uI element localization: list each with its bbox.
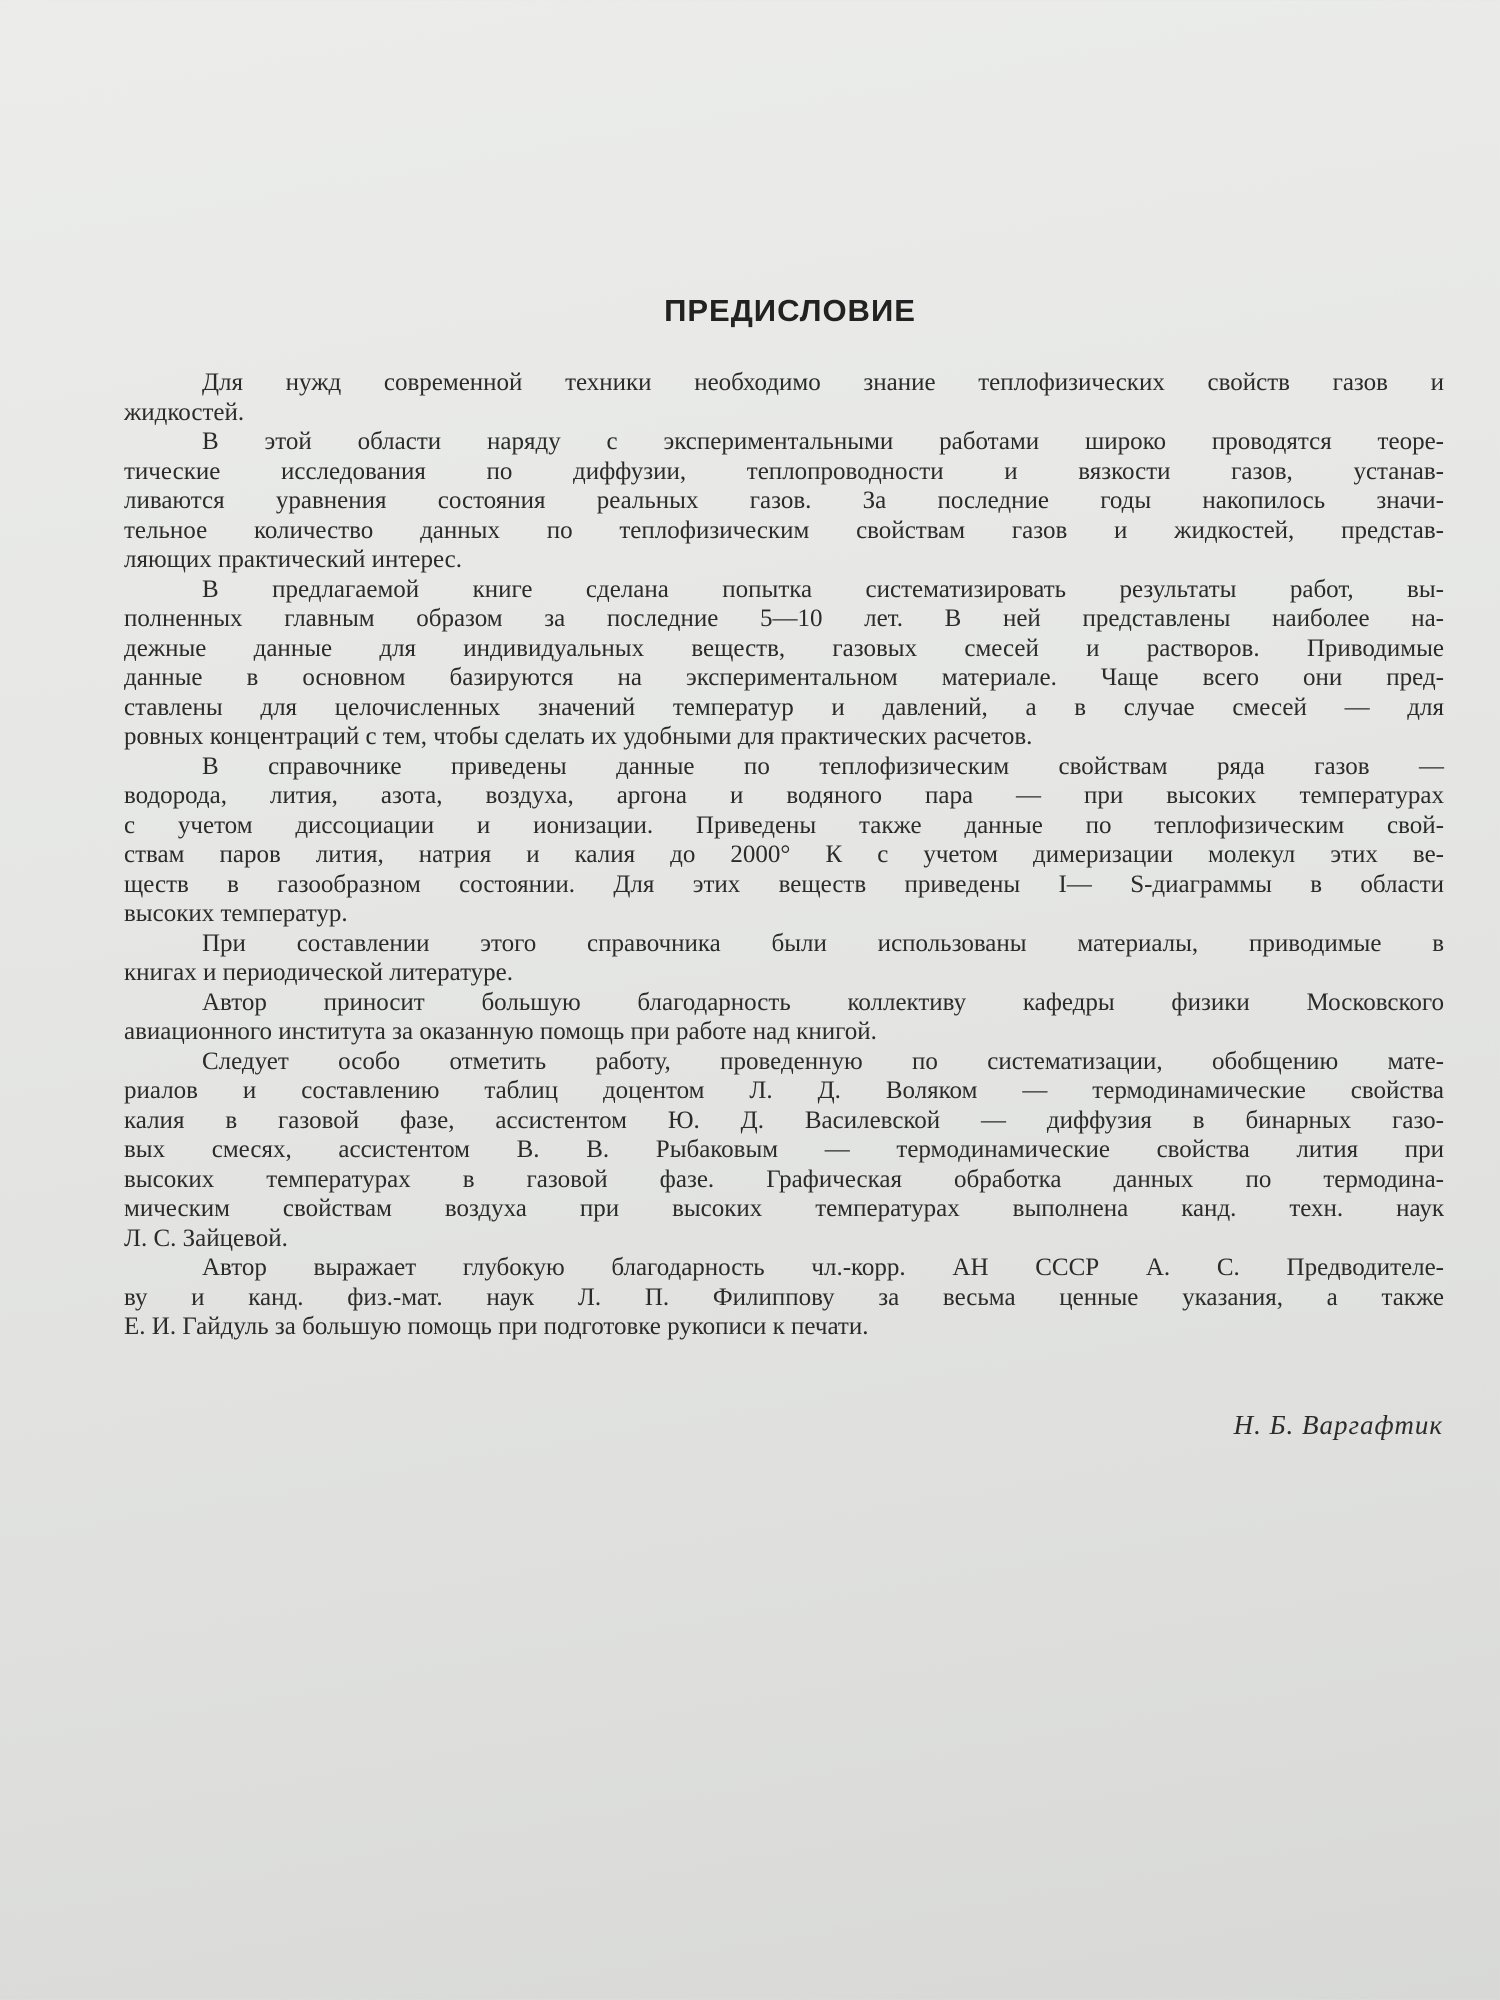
text-line: В справочнике приведены данные по теплофизическим свойствам ряда газов — — [202, 752, 1444, 780]
paragraph — [124, 1253, 1444, 1342]
page-title: ПРЕДИСЛОВИЕ — [664, 293, 916, 328]
text-line: Автор приносит большую благодарность коллективу кафедры физики Московского — [202, 988, 1444, 1016]
text-line: В предлагаемой книге сделана попытка систематизировать результаты работ, вы- — [202, 575, 1444, 603]
text-line: дежные данные для индивидуальных веществ, газовых смесей и растворов. Приводимые — [124, 634, 1444, 662]
text-line: данные в основном базируются на экспериментальном материале. Чаще всего они пред- — [124, 664, 1444, 691]
text-line: с учетом диссоциации и ионизации. Приведены также данные по теплофизическим свой- — [124, 811, 1444, 839]
text-line: Для нужд современной техники необходимо знание теплофизических свойств газов и — [202, 369, 1444, 396]
text-line: высоких температур. — [124, 900, 348, 927]
text-line: ществ в газообразном состоянии. Для этих веществ приведены I— S-диаграммы в области — [124, 870, 1444, 898]
text-line: водорода, лития, азота, воздуха, аргона и водяного пара — при высоких температурах — [124, 782, 1444, 809]
text-line: ствам паров лития, натрия и калия до 2000° К с учетом димеризации молекул этих ве- — [124, 841, 1444, 868]
preface-body — [124, 368, 1444, 1342]
text-line: тельное количество данных по теплофизическим свойствам газов и жидкостей, представ- — [124, 516, 1444, 544]
text-line: ляющих практический интерес. — [124, 546, 463, 573]
paragraph — [124, 929, 1444, 988]
paragraph — [124, 427, 1444, 575]
author-signature: Н. Б. Варгафтик — [1233, 1410, 1443, 1440]
text-line: Следует особо отметить работу, проведенную по систематизации, обобщению мате- — [202, 1047, 1444, 1075]
paragraph — [124, 988, 1444, 1047]
text-line: Е. И. Гайдуль за большую помощь при подготовке рукописи к печати. — [124, 1313, 869, 1340]
text-line: полненных главным образом за последние 5—10 лет. В ней представлены наиболее на- — [124, 605, 1444, 632]
paragraph — [124, 368, 1444, 427]
text-line: Л. С. Зайцевой. — [124, 1224, 288, 1252]
text-line: ливаются уравнения состояния реальных газов. За последние годы накопилось значи- — [124, 487, 1444, 514]
text-line: авиационного института за оказанную помощь при работе над книгой. — [124, 1018, 877, 1045]
text-line: мическим свойствам воздуха при высоких температурах выполнена канд. техн. наук — [124, 1195, 1444, 1222]
text-line: калия в газовой фазе, ассистентом Ю. Д. Василевской — диффузия в бинарных газо- — [124, 1106, 1444, 1134]
text-line: В этой области наряду с экспериментальными работами широко проводятся теоре- — [202, 428, 1444, 455]
text-line: Автор выражает глубокую благодарность чл.-корр. АН СССР А. С. Предводителе- — [202, 1254, 1444, 1281]
text-line: риалов и составлению таблиц доцентом Л. Д. Воляком — термодинамические свойства — [124, 1077, 1444, 1104]
paragraph — [124, 752, 1444, 929]
text-line: ровных концентраций с тем, чтобы сделать их удобными для практических расчетов. — [124, 723, 1033, 750]
text-line: тические исследования по диффузии, теплопроводности и вязкости газов, устанав- — [124, 457, 1444, 485]
text-line: ву и канд. физ.-мат. наук Л. П. Филиппову за весьма ценные указания, а также — [124, 1283, 1444, 1311]
text-line: При составлении этого справочника были использованы материалы, приводимые в — [202, 929, 1444, 957]
paragraph — [124, 1047, 1444, 1254]
text-line: высоких температурах в газовой фазе. Графическая обработка данных по термодина- — [124, 1165, 1444, 1193]
text-line: ставлены для целочисленных значений температур и давлений, а в случае смесей — для — [124, 693, 1444, 721]
paragraph — [124, 575, 1444, 752]
text-line: книгах и периодической литературе. — [124, 959, 514, 986]
text-line: вых смесях, ассистентом В. В. Рыбаковым — термодинамические свойства лития при — [124, 1136, 1444, 1163]
text-line: жидкостей. — [124, 398, 245, 426]
